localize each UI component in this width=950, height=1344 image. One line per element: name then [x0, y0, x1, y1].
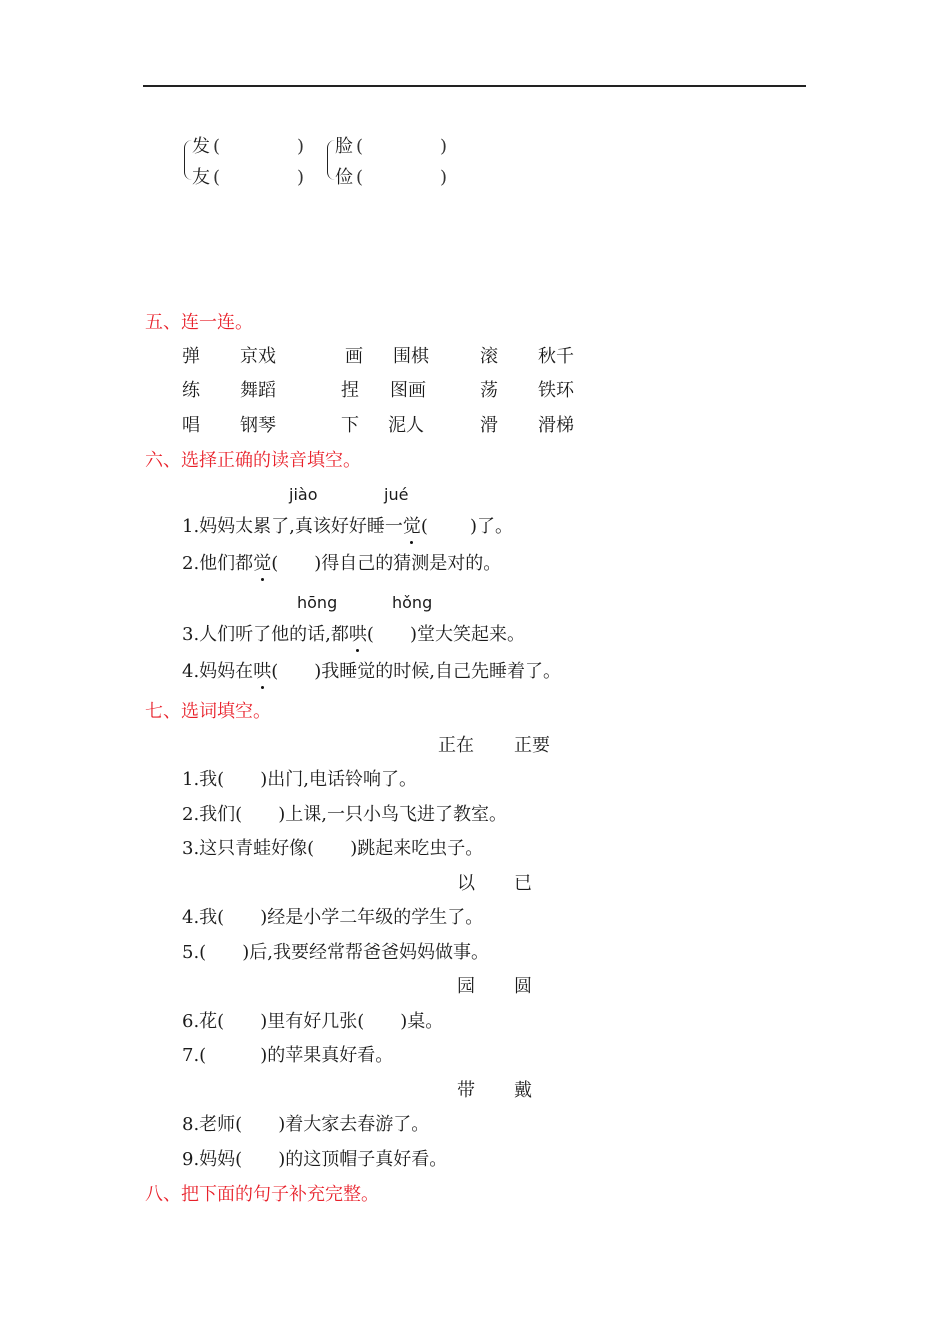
word-option: 带 — [457, 1080, 475, 1101]
blank-open: ( — [271, 553, 279, 574]
group2-close-2: ) — [440, 167, 448, 188]
question-text: 4.妈妈在 — [182, 661, 254, 682]
question-7-5: 5.( )后,我要经常帮爸爸妈妈做事。 — [182, 942, 489, 963]
match-item: 唱 — [182, 415, 200, 436]
word-option: 正要 — [514, 735, 550, 756]
brace-group-1 — [184, 140, 192, 180]
question-text: 1.妈妈太累了,真该好好睡一 — [182, 516, 403, 537]
group1-open-1: ( — [213, 136, 221, 157]
match-item: 练 — [182, 380, 200, 401]
blank-open: ( — [366, 624, 374, 645]
match-item: 围棋 — [393, 346, 429, 367]
question-6-3 — [182, 626, 525, 644]
word-option: 以 — [457, 873, 475, 894]
pinyin-option: jué — [384, 485, 409, 504]
question-7-9: 9.妈妈( )的这顶帽子真好看。 — [182, 1149, 448, 1170]
match-item: 下 — [341, 415, 359, 436]
word-option: 戴 — [514, 1080, 532, 1101]
match-item: 滑 — [480, 415, 498, 436]
section-8-title: 八、把下面的句子补充完整。 — [145, 1184, 379, 1205]
question-text: 2.他们都 — [182, 553, 254, 574]
blank-open: ( — [420, 516, 428, 537]
pinyin-option: jiào — [289, 485, 318, 504]
group1-close-1: ) — [297, 136, 305, 157]
question-7-3: 3.这只青蛙好像( )跳起来吃虫子。 — [182, 838, 484, 859]
group1-open-2: ( — [213, 167, 221, 188]
word-option: 已 — [514, 873, 532, 894]
word-option: 圆 — [514, 976, 532, 997]
question-6-4 — [182, 663, 561, 681]
dotted-char: 哄 — [348, 624, 367, 645]
dotted-char: 觉 — [402, 516, 421, 537]
match-item: 荡 — [480, 380, 498, 401]
question-text: 3.人们听了他的话,都 — [182, 624, 349, 645]
match-item: 捏 — [341, 380, 359, 401]
match-item: 弹 — [182, 346, 200, 367]
question-6-2 — [182, 555, 501, 573]
match-item: 画 — [345, 346, 363, 367]
question-6-1 — [182, 518, 513, 536]
section-7-title: 七、选词填空。 — [145, 701, 271, 722]
group1-char-1: 发 — [192, 136, 210, 157]
question-7-4: 4.我( )经是小学二年级的学生了。 — [182, 907, 484, 928]
match-item: 滑梯 — [538, 415, 574, 436]
question-7-8: 8.老师( )着大家去春游了。 — [182, 1114, 430, 1135]
question-text: )我睡觉的时候,自己先睡着了。 — [314, 661, 561, 682]
question-text: )堂大笑起来。 — [409, 624, 525, 645]
group2-open-1: ( — [356, 136, 364, 157]
question-7-6: 6.花( )里有好几张( )桌。 — [182, 1011, 444, 1032]
group2-char-1: 脸 — [335, 136, 353, 157]
pinyin-option: hǒng — [392, 593, 433, 612]
match-item: 滚 — [480, 346, 498, 367]
group2-close-1: ) — [440, 136, 448, 157]
match-item: 秋千 — [538, 346, 574, 367]
match-item: 钢琴 — [240, 415, 276, 436]
word-option: 正在 — [438, 735, 474, 756]
dotted-char: 觉 — [253, 553, 272, 574]
group2-open-2: ( — [356, 167, 364, 188]
question-7-2: 2.我们( )上课,一只小鸟飞进了教室。 — [182, 804, 507, 825]
section-5-title: 五、连一连。 — [145, 312, 253, 333]
word-option: 园 — [457, 976, 475, 997]
group1-char-2: 友 — [192, 167, 210, 188]
section-6-title: 六、选择正确的读音填空。 — [145, 450, 361, 471]
match-item: 舞蹈 — [240, 380, 276, 401]
question-7-1: 1.我( )出门,电话铃响了。 — [182, 769, 417, 790]
header-rule — [143, 85, 806, 87]
group1-close-2: ) — [297, 167, 305, 188]
match-item: 铁环 — [538, 380, 574, 401]
dotted-char: 哄 — [253, 661, 272, 682]
brace-group-2 — [327, 140, 335, 180]
blank-open: ( — [271, 661, 279, 682]
group2-char-2: 俭 — [335, 167, 353, 188]
question-text: )得自己的猜测是对的。 — [314, 553, 502, 574]
match-item: 泥人 — [388, 415, 424, 436]
match-item: 图画 — [390, 380, 426, 401]
question-7-7: 7.( )的苹果真好看。 — [182, 1045, 394, 1066]
pinyin-option: hōng — [297, 593, 338, 612]
match-item: 京戏 — [240, 346, 276, 367]
question-text: )了。 — [469, 516, 513, 537]
